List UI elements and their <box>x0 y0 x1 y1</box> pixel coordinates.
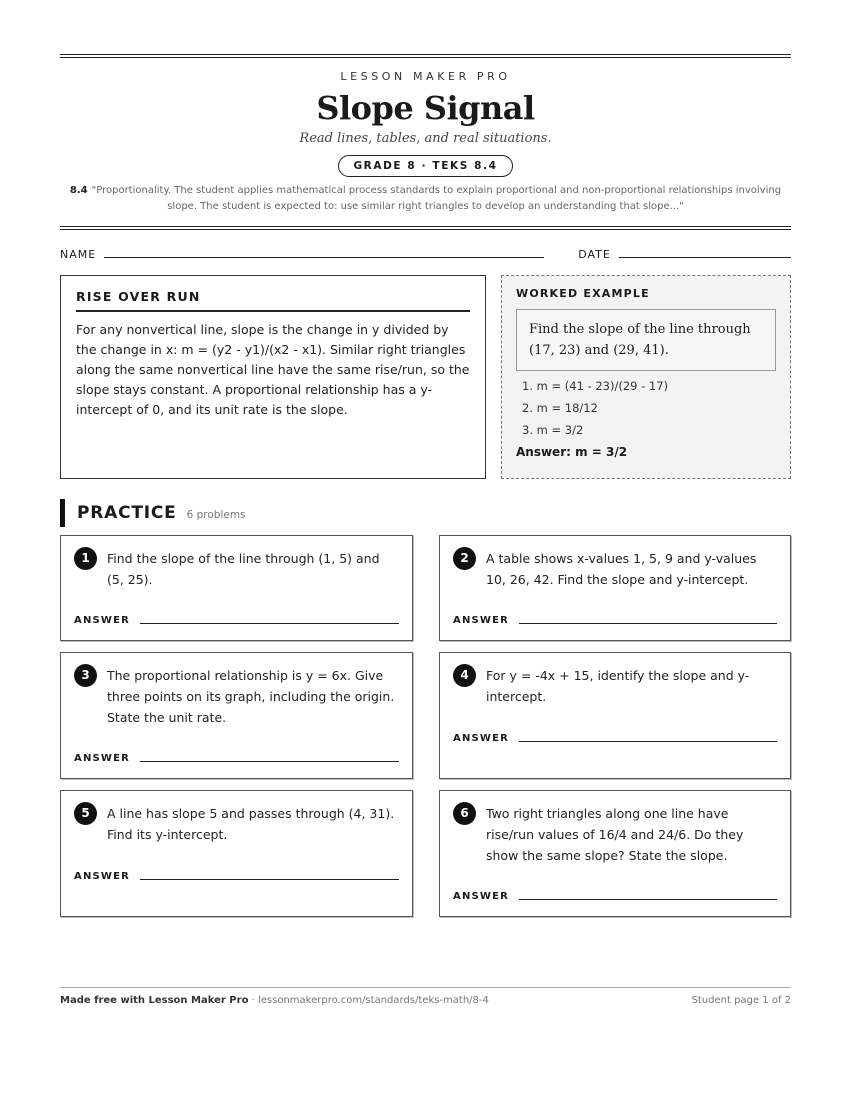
problem-text: The proportional relationship is y = 6x. Give three points on its graph, including the origin. State the unit rate. <box>107 668 395 725</box>
answer-field[interactable] <box>519 899 777 900</box>
answer-label: ANSWER <box>453 891 510 902</box>
problem-number: 2 <box>453 547 476 570</box>
problem-number: 4 <box>453 664 476 687</box>
practice-title: PRACTICE <box>77 503 177 523</box>
problem-card-5 <box>60 790 413 917</box>
worked-example-steps <box>516 375 776 441</box>
worked-example-title: WORKED EXAMPLE <box>516 287 650 300</box>
problem-text: For y = -4x + 15, identify the slope and y-intercept. <box>486 668 750 704</box>
worksheet-title: Slope Signal <box>316 89 535 127</box>
worked-example-step: 3. m = 3/2 <box>522 423 584 437</box>
footer-url[interactable]: · lessonmakerpro.com/standards/teks-math/8-4 <box>248 995 489 1006</box>
problem-card-1 <box>60 535 413 641</box>
standard-text: "Proportionality. The student applies mathematical process standards to explain proportional and non-proportional relationships involving slope. The student is expected to: use similar right triangles to develop an understanding that slope..." <box>91 185 782 212</box>
footer-made-with: Made free with Lesson Maker Pro <box>60 995 249 1006</box>
answer-label: ANSWER <box>453 615 510 626</box>
worked-example-box <box>501 275 791 479</box>
brand-name: LESSON MAKER PRO <box>340 70 511 83</box>
standard-code: 8.4 <box>69 185 88 196</box>
problem-text: A line has slope 5 and passes through (4, 31). Find its y-intercept. <box>107 806 395 842</box>
problem-card-2 <box>439 535 791 641</box>
intro-row <box>60 275 791 479</box>
answer-field[interactable] <box>140 879 399 880</box>
problem-number: 1 <box>74 547 97 570</box>
problem-card-6 <box>439 790 791 917</box>
worksheet-header <box>60 58 791 215</box>
problem-text: A table shows x-values 1, 5, 9 and y-values 10, 26, 42. Find the slope and y-intercept. <box>486 551 757 587</box>
problem-number: 6 <box>453 802 476 825</box>
worked-example-step: 1. m = (41 - 23)/(29 - 17) <box>522 379 669 393</box>
problem-number: 5 <box>74 802 97 825</box>
problem-number: 3 <box>74 664 97 687</box>
concept-box <box>60 275 486 479</box>
page-footer <box>60 987 791 1006</box>
answer-label: ANSWER <box>74 615 131 626</box>
answer-field[interactable] <box>519 623 777 624</box>
name-field[interactable] <box>104 257 544 258</box>
worked-example-answer: Answer: m = 3/2 <box>516 445 628 459</box>
date-field[interactable] <box>619 257 791 258</box>
practice-count: 6 problems <box>186 509 246 521</box>
answer-field[interactable] <box>140 761 399 762</box>
worked-example-step: 2. m = 18/12 <box>522 401 598 415</box>
answer-label: ANSWER <box>74 871 131 882</box>
answer-label: ANSWER <box>74 753 131 764</box>
worked-example-prompt: Find the slope of the line through (17, 23) and (29, 41). <box>516 309 776 371</box>
practice-heading <box>60 499 791 527</box>
footer-page-number: Student page 1 of 2 <box>691 995 791 1006</box>
problem-card-4 <box>439 652 791 779</box>
worksheet-page <box>60 54 791 917</box>
practice-grid <box>60 535 791 917</box>
header-bottom-rule <box>60 226 791 230</box>
problem-text: Find the slope of the line through (1, 5) and (5, 25). <box>107 551 380 587</box>
name-label: NAME <box>60 248 97 261</box>
date-label: DATE <box>578 248 611 261</box>
concept-title: RISE OVER RUN <box>76 289 470 312</box>
concept-body: For any nonvertical line, slope is the change in y divided by the change in x: m = (y2 - y1)/(x2 - x1). Similar right triangles along the same nonvertical line have the same rise/run, so the slope stays constant. A proportional relationship has a y-intercept of 0, and its unit rate is the slope. <box>76 322 470 417</box>
worksheet-subtitle: Read lines, tables, and real situations. <box>299 131 552 146</box>
footer-credit <box>60 995 489 1006</box>
answer-field[interactable] <box>140 623 399 624</box>
standard-description <box>60 183 791 215</box>
grade-badge: GRADE 8 · TEKS 8.4 <box>338 155 512 177</box>
answer-field[interactable] <box>519 741 777 742</box>
answer-label: ANSWER <box>453 733 510 744</box>
name-date-row <box>60 248 791 261</box>
problem-text: Two right triangles along one line have rise/run values of 16/4 and 24/6. Do they show the same slope? State the slope. <box>486 806 744 863</box>
problem-card-3 <box>60 652 413 779</box>
